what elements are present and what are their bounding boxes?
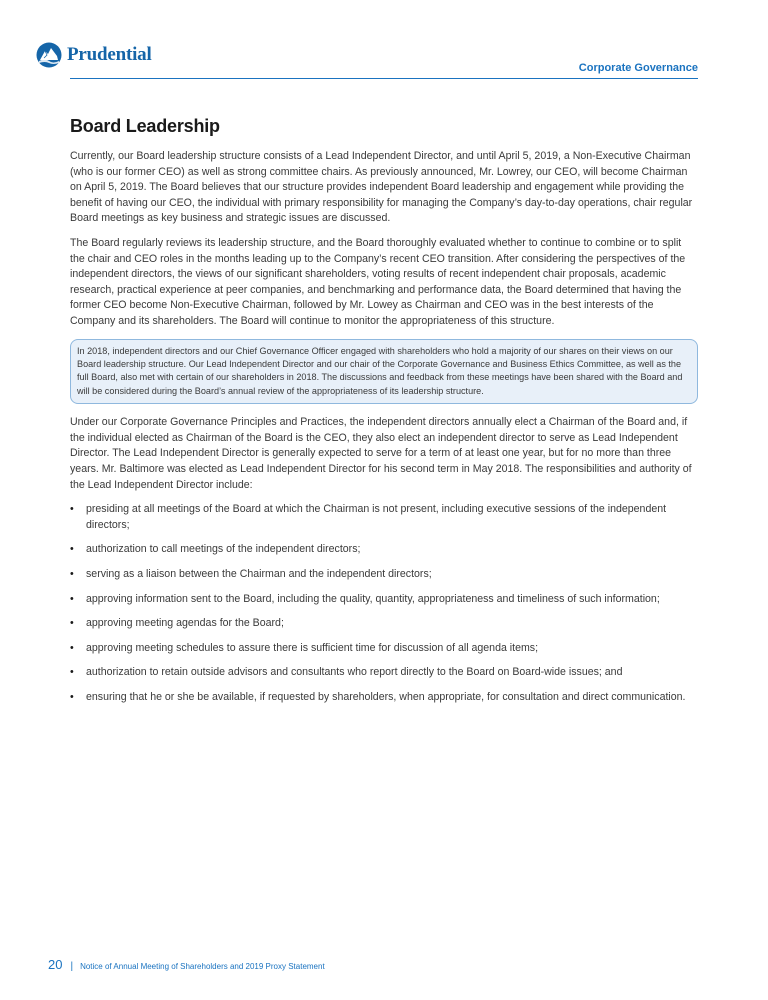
list-item bbox=[70, 542, 698, 558]
logo-wordmark: Prudential bbox=[67, 44, 152, 65]
list-item-text: ensuring that he or she be available, if requested by shareholders, when appropriate, for consultation and direct communication. bbox=[86, 690, 686, 703]
bullet-glyph: • bbox=[70, 617, 74, 630]
list-item bbox=[70, 567, 698, 583]
list-item bbox=[70, 690, 698, 706]
section-label: Corporate Governance bbox=[578, 62, 698, 74]
bullet-glyph: • bbox=[70, 641, 74, 654]
list-item bbox=[70, 616, 698, 632]
page-title: Board Leadership bbox=[70, 116, 220, 136]
list-item bbox=[70, 641, 698, 657]
page-number: 20 bbox=[48, 957, 63, 972]
bullet-glyph: • bbox=[70, 666, 74, 679]
list-item-text: authorization to call meetings of the independent directors; bbox=[86, 543, 361, 556]
list-item-text: authorization to retain outside advisors and consultants who report directly to the Board on Board-wide issues; and bbox=[86, 666, 623, 679]
header-rule bbox=[70, 78, 698, 79]
page-footer bbox=[48, 957, 325, 972]
engagement-callout bbox=[70, 339, 698, 405]
footer-separator: | bbox=[70, 961, 74, 972]
bullet-glyph: • bbox=[70, 503, 74, 516]
paragraph-1: Currently, our Board leadership structure consists of a Lead Independent Director, and until April 5, 2019, a Non-Executive Chairman (who is our former CEO) as well as strong committee chairs. As previously announced, Mr. Lowrey, our CEO, will become Chairman on April 5, 2019. The Board believes that our structure provides independent Board leadership and engagement while providing the benefit of having our CEO, the individual with primary responsibility for managing the Company’s day-to-day operations, chair regular Board meetings as key business and strategic issues are discussed. bbox=[70, 150, 693, 225]
bullet-glyph: • bbox=[70, 567, 74, 580]
rock-of-gibraltar-icon bbox=[36, 42, 62, 68]
paragraph-3: Under our Corporate Governance Principles and Practices, the independent directors annually elect a Chairman of the Board and, if the individual elected as Chairman of the Board is the CEO, they also elect an independent director to serve as Lead Independent Director. The Lead Independent Director is generally expected to serve for a term of at least one year, but for no more than three years. Mr. Baltimore was elected as Lead Independent Director for his second term in May 2018. The responsibilities and authority of the Lead Independent Director include: bbox=[70, 416, 692, 491]
list-item-text: approving meeting agendas for the Board; bbox=[86, 617, 284, 630]
prudential-logo bbox=[36, 42, 152, 68]
list-item-text: serving as a liaison between the Chairman and the independent directors; bbox=[86, 567, 432, 580]
paragraph-2: The Board regularly reviews its leadership structure, and the Board thoroughly evaluated whether to continue to combine or to split the chair and CEO roles in the months leading up to the Company’s recent CEO transition. After considering the perspectives of the independent directors, the views of our significant shareholders, voting results of recent independent chair proposals, academic research, practical experience at peer companies, and benchmarking and performance data, the Board determined that having the former CEO become Non-Executive Chairman, followed by Mr. Lowey as Chairman and CEO was in the best interests of the Company and its shareholders. The Board will continue to monitor the appropriateness of this structure. bbox=[70, 236, 686, 327]
list-item bbox=[70, 592, 698, 608]
list-item-text: presiding at all meetings of the Board at which the Chairman is not present, including executive sessions of the independent directors; bbox=[86, 503, 667, 531]
bullet-glyph: • bbox=[70, 592, 74, 605]
list-item-text: approving information sent to the Board, including the quality, quantity, appropriateness and timeliness of such information; bbox=[86, 592, 660, 605]
list-item-text: approving meeting schedules to assure there is sufficient time for discussion of all agenda items; bbox=[86, 641, 539, 654]
callout-text: In 2018, independent directors and our Chief Governance Officer engaged with shareholders who hold a majority of our shares on their views on our Board leadership structure. Our Lead Independent Director and our chair of the Corporate Governance and Business Ethics Committee, as well as the full Board, also met with certain of our shareholders in 2018. The discussions and feedback from these meetings have been shared with the Board and will be considered during the Board’s annual review of the appropriateness of its leadership structure. bbox=[77, 345, 683, 396]
list-item bbox=[70, 665, 698, 681]
responsibilities-list bbox=[70, 502, 698, 705]
main-content bbox=[70, 116, 698, 714]
bullet-glyph: • bbox=[70, 690, 74, 703]
list-item bbox=[70, 502, 698, 533]
document-title: Notice of Annual Meeting of Shareholders and 2019 Proxy Statement bbox=[80, 962, 325, 971]
bullet-glyph: • bbox=[70, 543, 74, 556]
